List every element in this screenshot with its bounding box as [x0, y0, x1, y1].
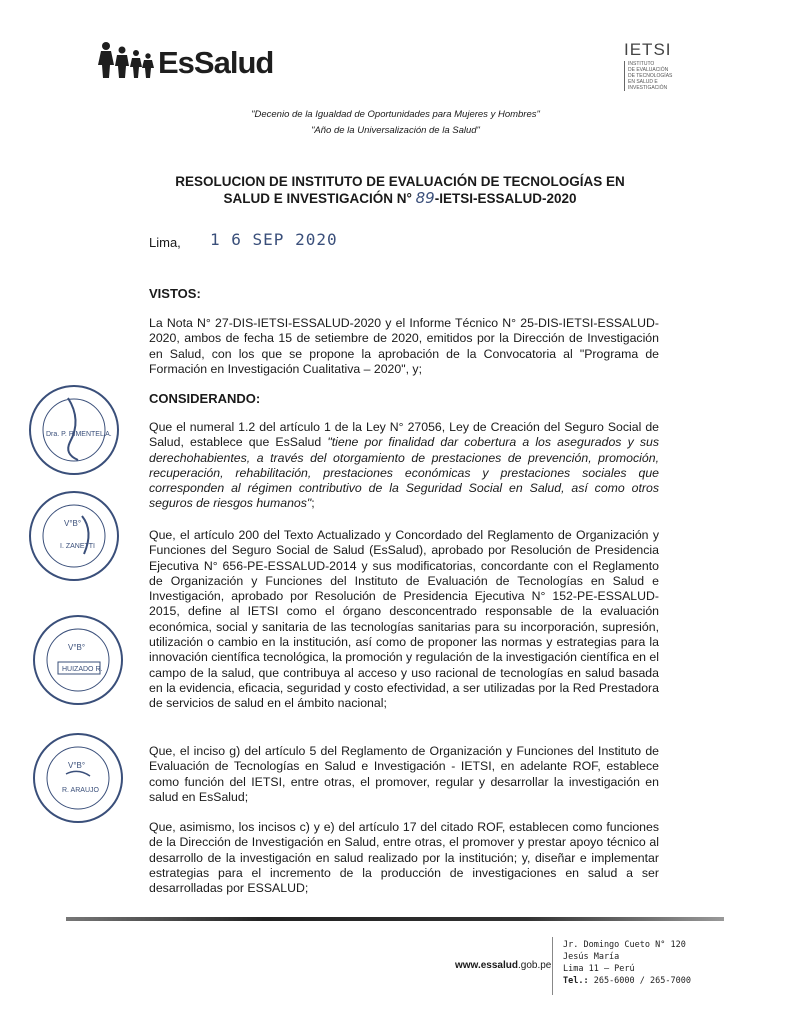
considerando-paragraph-1: Que el numeral 1.2 del artículo 1 de la Ley N° 27056, Ley de Creación del Seguro Social de Salud, establece que EsSalud "tiene por finalidad dar cobertura a los asegurados y sus derechohabientes, a través del otorgamiento de prestaciones de prevención, promoción, recuperación, rehabilitación, prestaciones económicas y prestaciones sociales que corresponden al régimen contributivo de la Seguridad Social en Salud, así como otros seguros de riesgos humanos"; — [149, 420, 659, 511]
approval-stamp-2 — [24, 486, 124, 586]
footer-rule — [66, 917, 724, 921]
approval-stamp-1 — [24, 380, 124, 480]
ietsi-logo — [624, 40, 672, 91]
address-line-2: Jesús María — [563, 952, 620, 962]
logo-text: EsSalud — [158, 45, 274, 80]
stamp-1-name: Dra. P. PIMENTEL A. — [46, 431, 112, 438]
stamp-4-name: R. ARAUJO — [62, 787, 99, 794]
place-label: Lima, — [149, 235, 181, 250]
ietsi-subtitle: INSTITUTO DE EVALUACIÓN DE TECNOLOGÍAS EN SALUD E INVESTIGACIÓN — [624, 61, 672, 91]
considerando-paragraph-2: Que, el artículo 200 del Texto Actualizado y Concordado del Reglamento de Organización y Funciones del Seguro Social de Salud (EsSalud), aprobado por Resolución de Presidencia Ejecutiva N° 656-PE-ESSALUD-2014 y sus modificatorias, concordante con el Reglamento de Organización y Funciones del Instituto de Evaluación de Tecnologías en Salud e Investigación, aprobado por Resolución de Presidencia Ejecutiva N° 152-PE-ESSALUD-2015, define al IETSI como el órgano desconcentrado responsable de la evaluación económica, social y sanitaria de las tecnologías sanitarias para su incorporación, supresión, utilización o cambio en la institución, así como de proponer las normas y estrategias para la innovación científica tecnológica, la promoción y regulación de la investigación científica en el campo de la salud, que contribuya al acceso y uso racional de tecnologías en salud basada en la evidencia, eficacia, seguridad y costo efectividad, a ser utilizadas por la Red Prestadora de servicios de salud en el ámbito nacional; — [149, 528, 659, 711]
essalud-logo — [98, 40, 273, 80]
phone-line: Tel.: 265-6000 / 265-7000 — [563, 976, 691, 986]
website-link[interactable]: www.essalud.gob.pe — [455, 960, 552, 971]
ietsi-title: IETSI — [624, 40, 672, 59]
vistos-heading: VISTOS: — [149, 286, 201, 301]
stamp-2-vb: V°B° — [64, 519, 82, 528]
address-line-3: Lima 11 – Perú — [563, 964, 635, 974]
family-figures-icon — [98, 40, 156, 80]
stamp-3-vb: V°B° — [68, 643, 86, 652]
year-motto: "Año de la Universalización de la Salud" — [311, 125, 480, 136]
considerando-paragraph-3: Que, el inciso g) del artículo 5 del Reglamento de Organización y Funciones del Instituto de Evaluación de Tecnologías en Salud e Investigación - IETSI, en adelante ROF, establece como función del IETSI, entre otras, el promover, regular y desarrollar la investigación en salud en EsSalud; — [149, 744, 659, 804]
resolution-title — [150, 173, 650, 207]
considerando-heading: CONSIDERANDO: — [149, 391, 261, 406]
date-stamp: 1 6 SEP 2020 — [210, 230, 338, 249]
stamp-2-name: I. ZANETTI — [60, 543, 95, 550]
vistos-paragraph: La Nota N° 27-DIS-IETSI-ESSALUD-2020 y el Informe Técnico N° 25-DIS-IETSI-ESSALUD-2020, ambos de fecha 15 de setiembre de 2020, emitidos por la Dirección de Investigación en Salud, con los que se propone la aprobación de la Convocatoria al "Programa de Formación en Investigación Cualitativa – 2020", y; — [149, 316, 659, 376]
address-line-1: Jr. Domingo Cueto N° 120 — [563, 940, 686, 950]
footer-address — [563, 939, 691, 987]
footer-divider — [552, 937, 553, 995]
stamp-3-name: HUIZADO R. — [62, 666, 103, 673]
considerando-paragraph-4: Que, asimismo, los incisos c) y e) del artículo 17 del citado ROF, establecen como funciones de la Dirección de Investigación en Salud, entre otras, el promover y prestar apoyo técnico al desarrollo de la investigación en salud realizado por la institución; y, diseñar e implementar estrategias para el incremento de la producción de investigaciones en salud a ser desarrolladas por ESSALUD; — [149, 820, 659, 896]
stamp-4-vb: V°B° — [68, 761, 86, 770]
approval-stamp-3 — [28, 610, 128, 710]
title-line-1: RESOLUCION DE INSTITUTO DE EVALUACIÓN DE TECNOLOGÍAS EN — [175, 174, 625, 189]
decade-motto: "Decenio de la Igualdad de Oportunidades para Mujeres y Hombres" — [251, 109, 540, 120]
handwritten-number: 89 — [415, 189, 435, 207]
title-line-2: SALUD E INVESTIGACIÓN N° 89-IETSI-ESSALUD-2020 — [223, 189, 577, 207]
approval-stamp-4 — [28, 728, 128, 828]
